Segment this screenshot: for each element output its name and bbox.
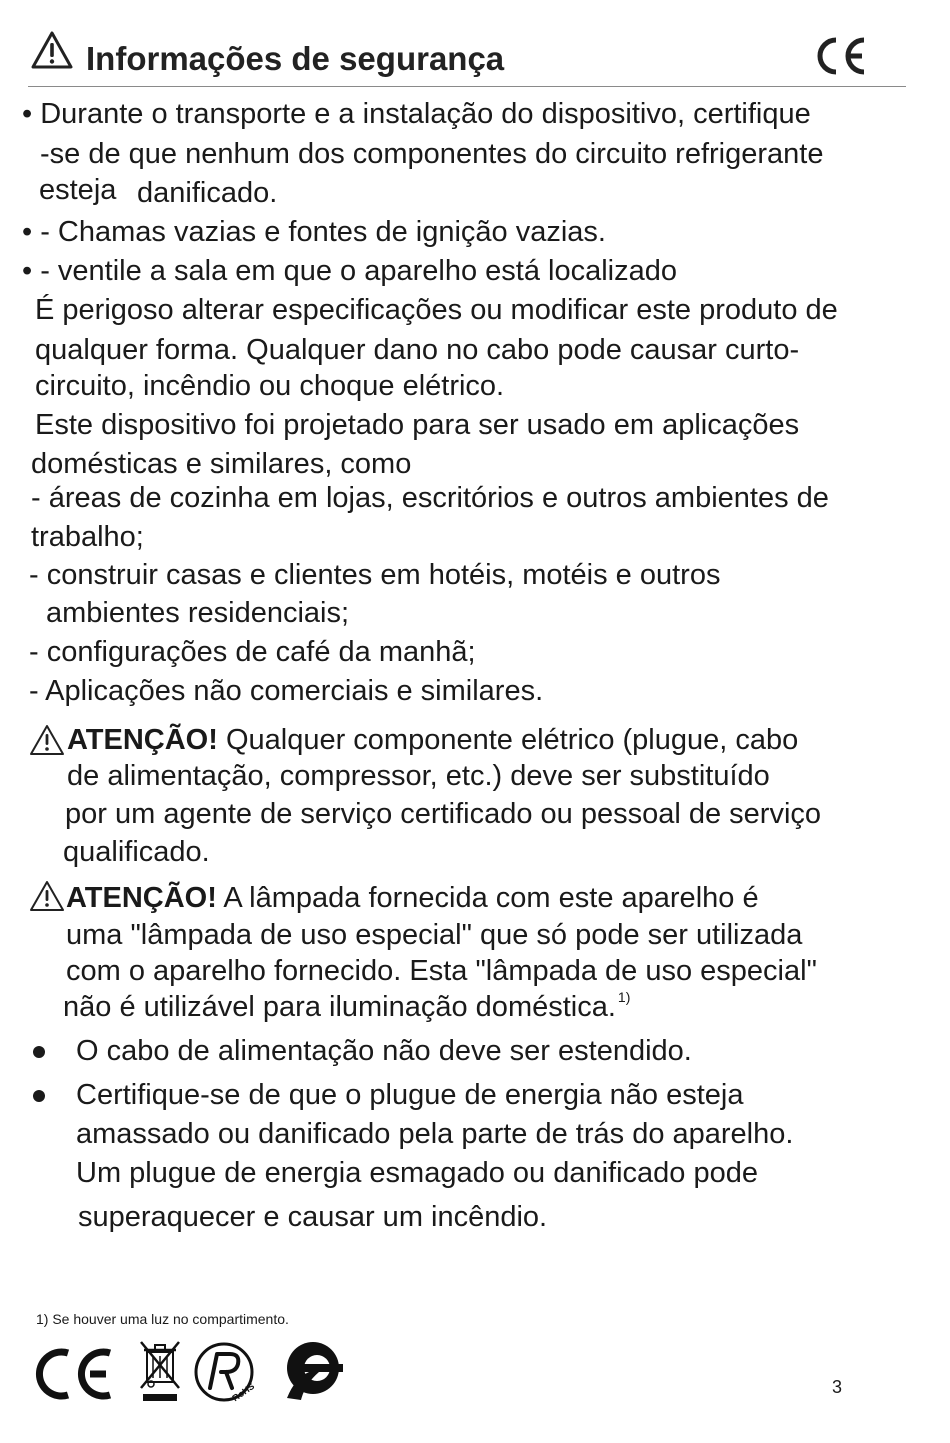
warning-triangle-icon <box>30 30 74 70</box>
text-line: • Durante o transporte e a instalação do dispositivo, certifique <box>22 98 811 130</box>
list-item: O cabo de alimentação não deve ser estendido. <box>76 1035 692 1067</box>
text-line: esteja <box>39 174 117 206</box>
warning-triangle-icon <box>29 880 65 912</box>
ce-mark-icon <box>34 1346 118 1402</box>
rohs-icon <box>192 1340 258 1406</box>
energy-label-icon <box>275 1338 349 1406</box>
footnote: 1) Se houver uma luz no compartimento. <box>36 1311 289 1327</box>
bullet-dot <box>33 1046 45 1058</box>
rohs-label: RoHS <box>230 1380 257 1404</box>
weee-crossed-bin-icon <box>137 1338 183 1402</box>
text-line: circuito, incêndio ou choque elétrico. <box>35 370 505 402</box>
text-line: -se de que nenhum dos componentes do circuito refrigerante <box>40 138 824 170</box>
warning-triangle-icon <box>29 724 65 756</box>
text-line: por um agente de serviço certificado ou pessoal de serviço <box>65 798 822 830</box>
list-item: Certifique-se de que o plugue de energia não esteja <box>76 1079 744 1111</box>
text-line: • - Chamas vazias e fontes de ignição vazias. <box>22 216 606 248</box>
page-number: 3 <box>832 1377 843 1397</box>
warning-text: não é utilizável para iluminação doméstica. <box>63 991 616 1023</box>
text-line: - configurações de café da manhã; <box>29 636 476 668</box>
warning-label: ATENÇÃO! <box>66 882 217 914</box>
text-line: trabalho; <box>31 521 144 553</box>
warning-1-first-line <box>67 726 798 755</box>
list-item: Um plugue de energia esmagado ou danificado pode <box>76 1157 758 1189</box>
text-line: danificado. <box>137 177 278 209</box>
warning-text: A lâmpada fornecida com este aparelho é <box>216 882 759 914</box>
text-line: qualificado. <box>63 836 210 868</box>
page-title: Informações de segurança <box>86 40 505 77</box>
ce-mark-icon <box>812 34 870 78</box>
text-line: - áreas de cozinha em lojas, escritórios e outros ambientes de <box>31 482 829 514</box>
text-line <box>63 989 631 1023</box>
text-line: domésticas e similares, como <box>31 448 412 480</box>
text-line: qualquer forma. Qualquer dano no cabo pode causar curto- <box>35 334 800 366</box>
list-item: amassado ou danificado pela parte de trás do aparelho. <box>76 1118 794 1150</box>
text-line: ambientes residenciais; <box>46 597 350 629</box>
list-item: superaquecer e causar um incêndio. <box>78 1201 548 1233</box>
bullet-dot <box>33 1090 45 1102</box>
warning-text: Qualquer componente elétrico (plugue, cabo <box>217 724 799 756</box>
text-line: de alimentação, compressor, etc.) deve ser substituído <box>67 760 770 792</box>
footnote-reference: 1) <box>617 989 631 1005</box>
text-line: uma "lâmpada de uso especial" que só pode ser utilizada <box>66 919 803 951</box>
text-line: - Aplicações não comerciais e similares. <box>29 675 544 707</box>
text-line: • - ventile a sala em que o aparelho está localizado <box>22 255 677 287</box>
text-line: - construir casas e clientes em hotéis, motéis e outros <box>29 559 721 591</box>
text-line: com o aparelho fornecido. Esta "lâmpada de uso especial" <box>66 955 817 987</box>
warning-label: ATENÇÃO! <box>67 724 218 756</box>
text-line: É perigoso alterar especificações ou modificar este produto de <box>35 294 838 326</box>
warning-2-first-line <box>66 884 759 913</box>
header-divider <box>28 86 906 87</box>
text-line: Este dispositivo foi projetado para ser usado em aplicações <box>35 409 800 441</box>
